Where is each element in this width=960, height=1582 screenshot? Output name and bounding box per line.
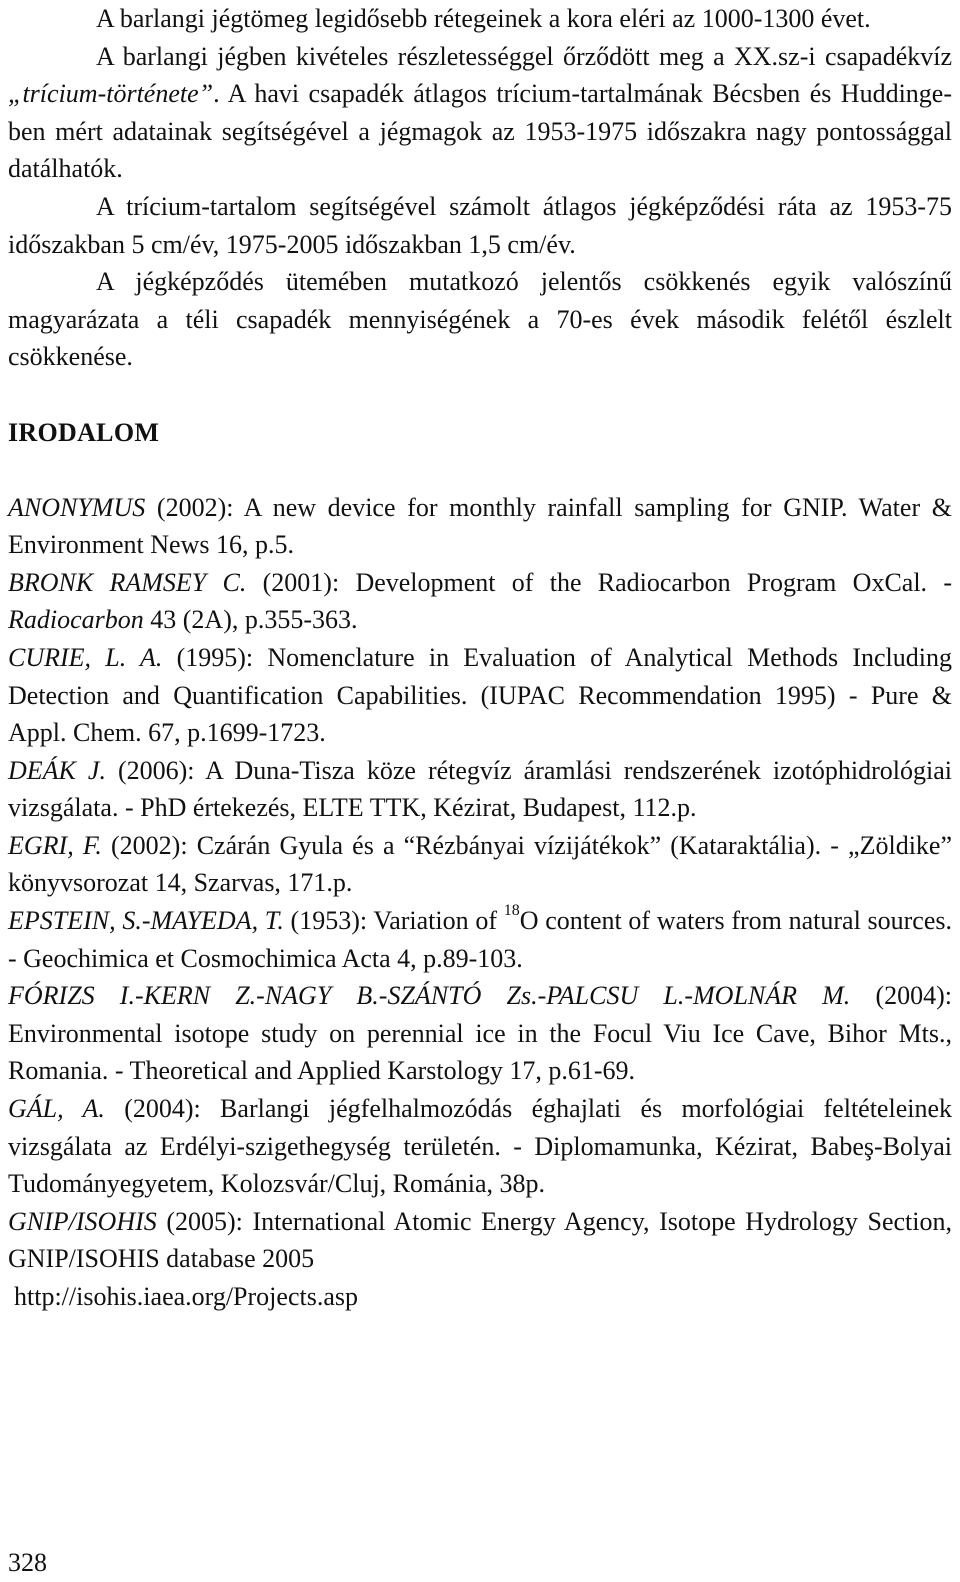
- reference-text: (2004): Barlangi jégfelhalmozódás éghajlati és morfológiai feltételeinek vizsgálata az Erdélyi-szigethegység területén. - Diplomamunka, Kézirat, Babeş-Bolyai Tudományegyetem, Kolozsvár/Cluj, Románia, 38p.: [8, 1094, 952, 1199]
- reference-tail: 43 (2A), p.355-363.: [143, 605, 358, 635]
- paragraph-ice-formation-rate: A trícium-tartalom segítségével számolt átlagos jégképződési ráta az 1953-75 időszakban 5 cm/év, 1975-2005 időszakban 1,5 cm/év.: [8, 191, 952, 259]
- reference-text: (2001): Development of the Radiocarbon Program OxCal. -: [246, 567, 952, 597]
- reference-author: EPSTEIN, S.-MAYEDA, T.: [8, 906, 284, 936]
- reference-tail: O content of waters from natural sources. - Geochimica et Cosmochimica Acta 4, p.89-103.: [8, 906, 952, 973]
- reference-item: [8, 902, 952, 977]
- reference-item: [8, 489, 952, 564]
- reference-author: BRONK RAMSEY C.: [8, 567, 247, 597]
- reference-item: [8, 564, 952, 639]
- reference-journal: Radiocarbon: [8, 605, 144, 635]
- reference-list: [8, 489, 952, 1316]
- paragraph-tritium-rest: . A havi csapadék átlagos trícium-tartalmának Bécsben és Huddinge-ben mért adatainak segítségével a jégmagok az 1953-1975 időszakra nagy pontossággal datálhatók.: [8, 79, 952, 184]
- reference-author: EGRI, F.: [8, 830, 102, 860]
- paragraph-ice-age: A barlangi jégtömeg legidősebb rétegeinek a kora eléri az 1000-1300 évet.: [96, 4, 871, 33]
- reference-text: (1953): Variation of: [283, 906, 504, 936]
- reference-author: CURIE, L. A.: [8, 642, 163, 672]
- page-body: [8, 0, 952, 1316]
- reference-url: http://isohis.iaea.org/Projects.asp: [14, 1282, 358, 1311]
- reference-item: [8, 639, 952, 752]
- reference-text: (2002): Czárán Gyula és a “Rézbányai vízijátékok” (Kataraktália). - „Zöldike” könyvsorozat 14, Szarvas, 171.p.: [8, 830, 952, 898]
- paragraph-decline-explanation: A jégképződés ütemében mutatkozó jelentős csökkenés egyik valószínű magyarázata a téli csapadék mennyiségének a 70-es évek második felétől észlelt csökkenése.: [8, 267, 952, 372]
- reference-item: [8, 752, 952, 827]
- paragraph-tritium-history: [8, 38, 952, 188]
- references-heading: IRODALOM: [8, 417, 160, 447]
- isotope-superscript: 18: [503, 902, 520, 920]
- paragraph-tritium-italic: „trícium-története”: [8, 79, 214, 109]
- page-number: 328: [8, 1548, 47, 1577]
- reference-item: [8, 1090, 952, 1203]
- reference-item: [8, 977, 952, 1090]
- reference-item: [8, 1203, 952, 1278]
- reference-text: (2004): Environmental isotope study on perennial ice in the Focul Viu Ice Cave, Bihor Mts., Romania. - Theoretical and Applied Karstology 17, p.61-69.: [8, 981, 952, 1086]
- reference-item: [8, 827, 952, 902]
- reference-text: (2006): A Duna-Tisza köze rétegvíz áramlási rendszerének izotóphidrológiai vizsgálata. - PhD értekezés, ELTE TTK, Kézirat, Budapest, 112.p.: [8, 755, 953, 823]
- paragraph-tritium-lead: A barlangi jégben kivételes részletességgel őrződött meg a XX.sz-i csapadékvíz: [96, 41, 952, 71]
- reference-text: (1995): Nomenclature in Evaluation of Analytical Methods Including Detection and Quantification Capabilities. (IUPAC Recommendation 1995) - Pure & Appl. Chem. 67, p.1699-1723.: [8, 642, 952, 748]
- reference-author: ANONYMUS: [8, 492, 146, 522]
- reference-author: GNIP/ISOHIS: [8, 1206, 157, 1236]
- reference-text: (2005): International Atomic Energy Agency, Isotope Hydrology Section, GNIP/ISOHIS database 2005: [8, 1206, 952, 1274]
- reference-author: FÓRIZS I.-KERN Z.-NAGY B.-SZÁNTÓ Zs.-PALCSU L.-MOLNÁR M.: [8, 981, 851, 1011]
- reference-author: GÁL, A.: [8, 1094, 105, 1124]
- reference-text: (2002): A new device for monthly rainfall sampling for GNIP. Water & Environment News 16, p.5.: [8, 492, 952, 560]
- reference-author: DEÁK J.: [8, 755, 106, 785]
